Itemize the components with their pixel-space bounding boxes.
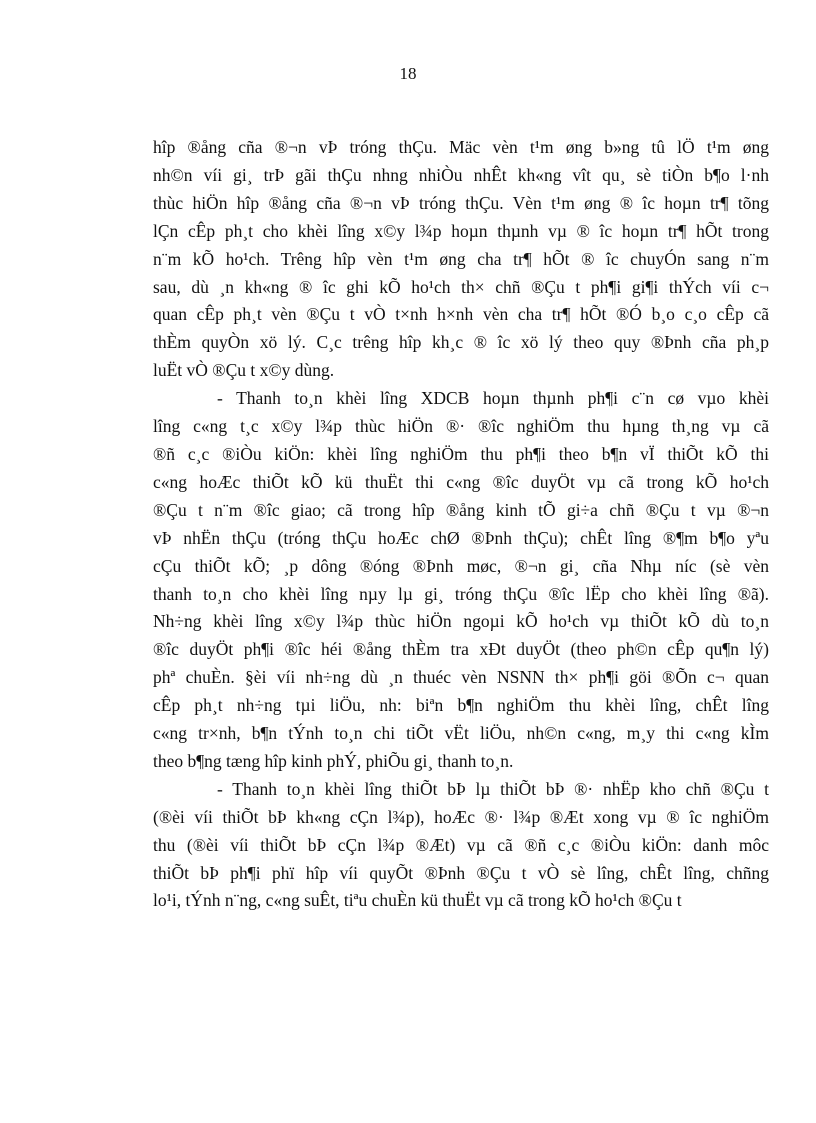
text-line: ®Çu t n¨m ®îc giao; cã trong hîp ®ång kinh tÕ gi÷a chñ ®Çu t vµ ®¬n bbox=[153, 499, 769, 520]
text-line: c«ng hoÆc thiÕt kÕ kü thuËt thi c«ng ®îc duyÖt vµ cã trong kÕ ho¹ch bbox=[153, 471, 769, 492]
text-line: lo¹i, tÝnh n¨ng, c«ng suÊt, tiªu chuÈn kü thuËt vµ cã trong kÕ ho¹ch ®Çu t bbox=[153, 890, 682, 911]
text-line: thùc hiÖn hîp ®ång cña ®¬n vÞ tróng thÇu. Vèn t¹m øng ® îc hoµn tr¶ tõng bbox=[153, 192, 769, 213]
text-line: ®îc duyÖt ph¶i ®îc héi ®ång thÈm tra xÐt duyÖt (theo ph©n cÊp qu¶n lý) bbox=[153, 639, 769, 660]
text-line: theo b¶ng tæng hîp kinh phÝ, phiÕu gi¸ thanh to¸n. bbox=[153, 750, 514, 771]
text-line: n¨m kÕ ho¹ch. Trêng hîp vèn t¹m øng cha tr¶ hÕt ® îc chuyÓn sang n¨m bbox=[153, 248, 769, 269]
text-line: lîng c«ng t¸c x©y l¾p thùc hiÖn ®· ®îc nghiÖm thu hµng th¸ng vµ cã bbox=[153, 416, 769, 437]
text-line: thanh to¸n cho khèi lîng nµy lµ gi¸ tróng thÇu ®îc lËp cho khèi lîng ®ã). bbox=[153, 583, 769, 604]
text-line: sau, dù ¸n kh«ng ® îc ghi kÕ ho¹ch th× chñ ®Çu t ph¶i gi¶i thÝch víi c¬ bbox=[153, 276, 769, 297]
text-line: (®èi víi thiÕt bÞ kh«ng cÇn l¾p), hoÆc ®· l¾p ®Æt xong vµ ® îc nghiÖm bbox=[153, 806, 769, 827]
body-text bbox=[153, 134, 769, 915]
text-line: phª chuÈn. §èi víi nh÷ng dù ¸n thuéc vèn NSNN th× ph¶i göi ®Õn c¬ quan bbox=[153, 667, 769, 688]
text-line: - Thanh to¸n khèi lîng XDCB hoµn thµnh ph¶i c¨n cø vµo khèi bbox=[217, 388, 769, 409]
text-line: vÞ nhËn thÇu (tróng thÇu hoÆc chØ ®Þnh thÇu); chÊt lîng ®¶m b¶o yªu bbox=[153, 527, 769, 548]
text-line: hîp ®ång cña ®¬n vÞ tróng thÇu. Mäc vèn t¹m øng b»ng tû lÖ t¹m øng bbox=[153, 137, 769, 157]
text-line: Nh÷ng khèi lîng x©y l¾p thùc hiÖn ngoµi kÕ ho¹ch vµ thiÕt kÕ dù to¸n bbox=[153, 611, 769, 632]
page-number: 18 bbox=[399, 64, 417, 83]
text-line: thu (®èi víi thiÕt bÞ cÇn l¾p ®Æt) vµ cã ®ñ c¸c ®iÒu kiÖn: danh môc bbox=[153, 834, 769, 855]
text-line: ®ñ c¸c ®iÒu kiÖn: khèi lîng nghiÖm thu ph¶i theo b¶n vÏ thiÕt kÕ thi bbox=[153, 443, 769, 464]
text-line: thÈm quyÒn xö lý. C¸c trêng hîp kh¸c ® îc xö lý theo quy ®Þnh cña ph¸p bbox=[153, 332, 769, 353]
text-line: cÇu thiÕt kÕ; ¸p dông ®óng ®Þnh møc, ®¬n gi¸ cña Nhµ níc (sè vèn bbox=[153, 555, 769, 576]
paragraph bbox=[153, 776, 769, 916]
paragraph bbox=[153, 134, 769, 385]
text-line: nh©n víi gi¸ trÞ gãi thÇu nhng nhiÒu nhÊt kh«ng vît qu¸ sè tiÒn b¶o l·nh bbox=[153, 164, 769, 185]
text-line: lÇn cÊp ph¸t cho khèi lîng x©y l¾p hoµn thµnh vµ ® îc hoµn tr¶ hÕt trong bbox=[153, 220, 769, 241]
text-line: cÊp ph¸t nh÷ng tµi liÖu, nh: biªn b¶n nghiÖm thu khèi lîng, chÊt lîng bbox=[153, 695, 769, 716]
text-line: luËt vÒ ®Çu t x©y dùng. bbox=[153, 360, 335, 381]
paragraph bbox=[153, 385, 769, 776]
paragraph-container bbox=[153, 134, 769, 915]
text-line: quan cÊp ph¸t vèn ®Çu t vÒ t×nh h×nh vèn cha tr¶ hÕt ®Ó b¸o c¸o cÊp cã bbox=[153, 304, 769, 325]
text-line: c«ng tr×nh, b¶n tÝnh to¸n chi tiÕt vËt liÖu, nh©n c«ng, m¸y thi c«ng kÌm bbox=[153, 723, 769, 744]
text-line: thiÕt bÞ ph¶i phï hîp víi quyÕt ®Þnh ®Çu t vÒ sè lîng, chÊt lîng, chñng bbox=[153, 862, 769, 883]
text-line: - Thanh to¸n khèi lîng thiÕt bÞ lµ thiÕt bÞ ®· nhËp kho chñ ®Çu t bbox=[217, 778, 769, 799]
